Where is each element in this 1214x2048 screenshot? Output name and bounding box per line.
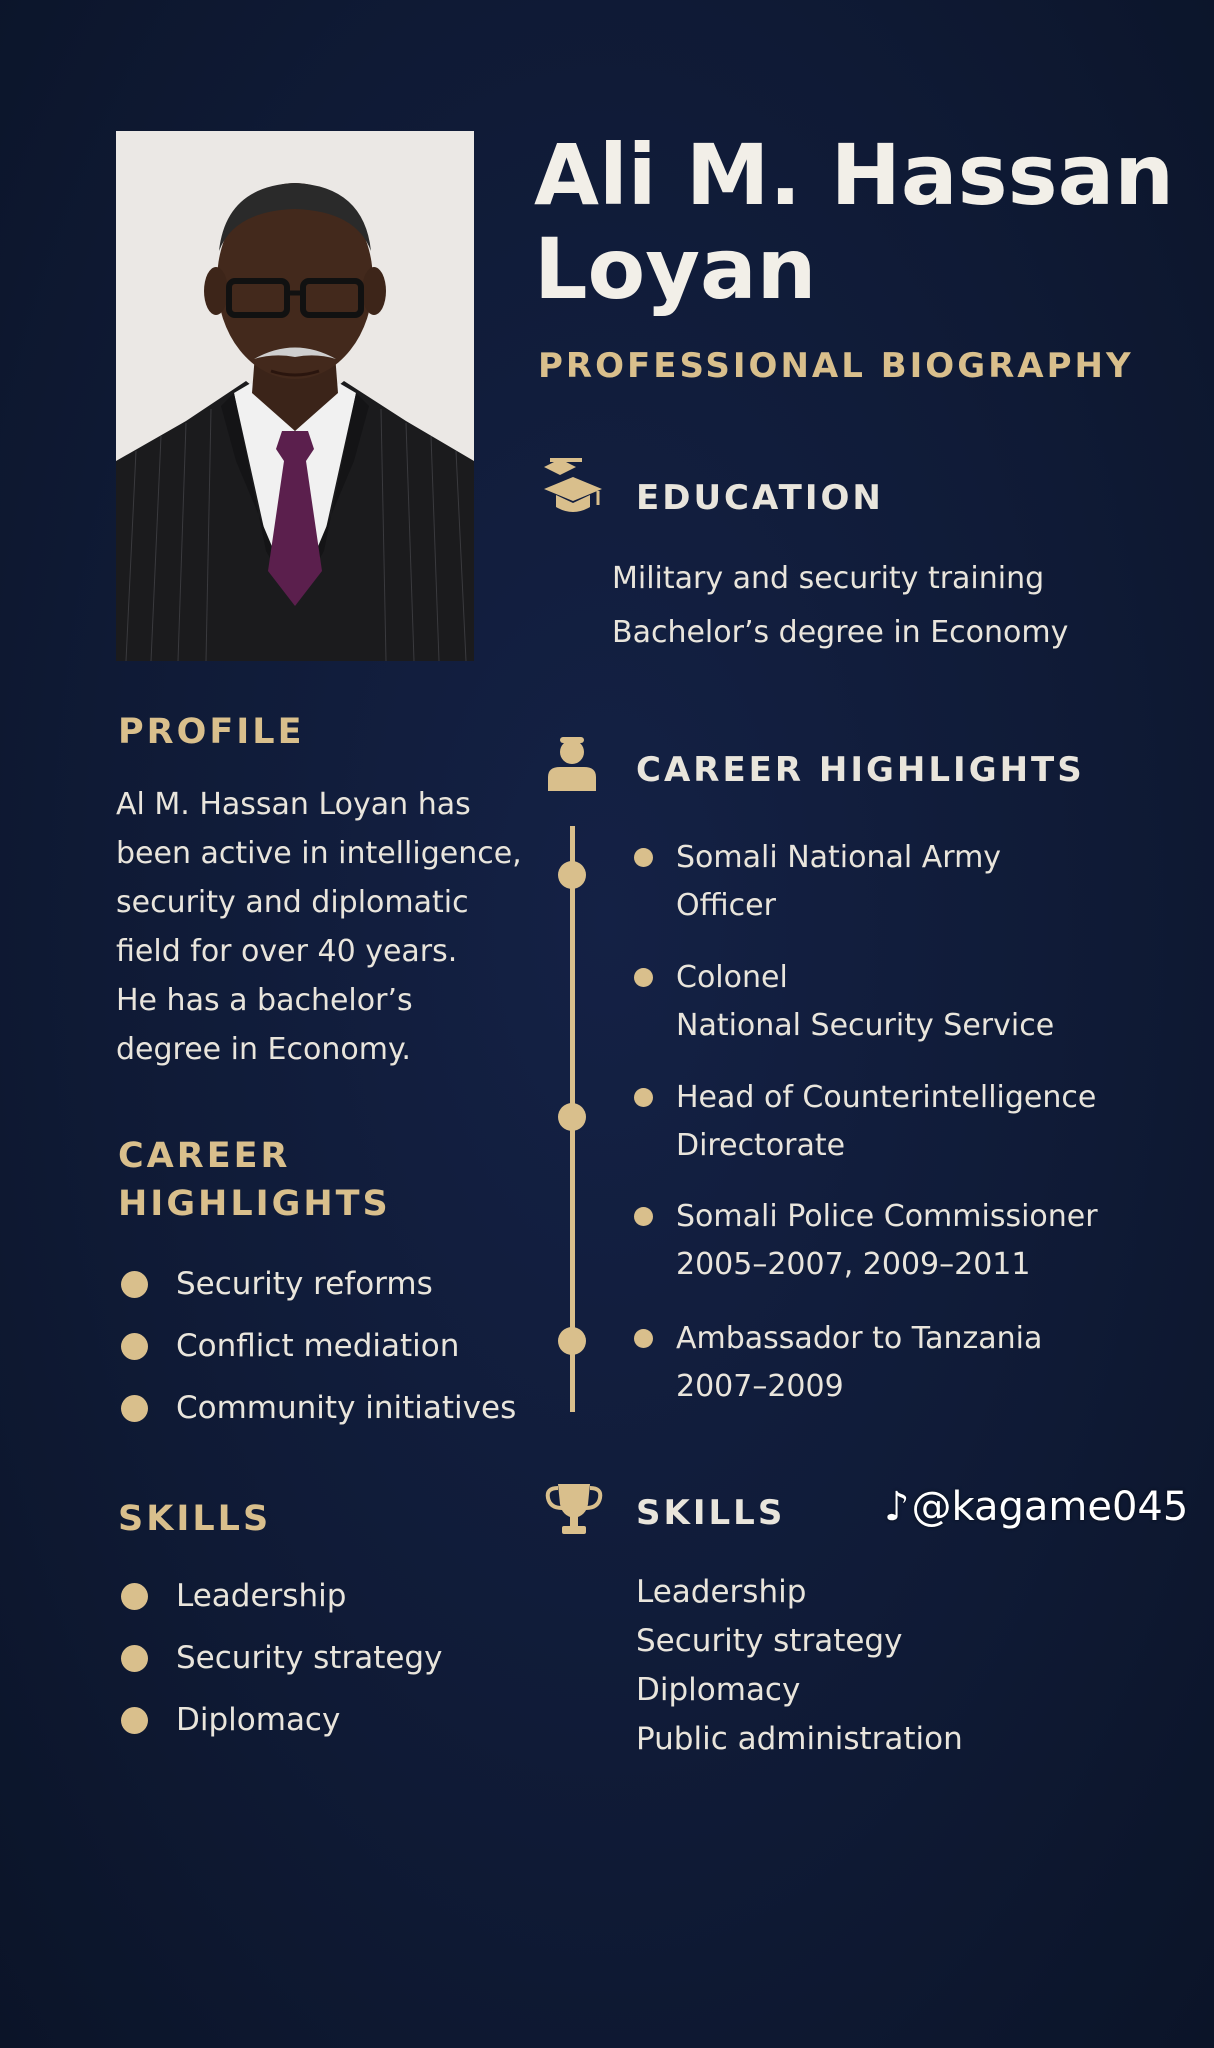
skill-item: Public administration bbox=[636, 1721, 963, 1757]
list-item-label: Community initiatives bbox=[176, 1390, 517, 1426]
watermark-handle: @kagame045 bbox=[911, 1484, 1189, 1530]
left-skills-list bbox=[116, 1565, 442, 1751]
watermark bbox=[884, 1484, 1188, 1530]
bullet-icon bbox=[121, 1395, 148, 1422]
person-name bbox=[534, 128, 1184, 316]
bullet-icon bbox=[121, 1645, 148, 1672]
profile-line: He has a bachelor’s bbox=[116, 983, 413, 1018]
list-item bbox=[116, 1253, 516, 1315]
graduation-cap-icon bbox=[540, 455, 606, 525]
skill-item: Diplomacy bbox=[636, 1672, 801, 1708]
list-item-label: Conflict mediation bbox=[176, 1328, 460, 1364]
career-item bbox=[676, 1193, 1116, 1289]
career-item bbox=[676, 954, 1116, 1050]
career-item-line-2: 2007–2009 bbox=[676, 1369, 844, 1404]
list-item-label: Security reforms bbox=[176, 1266, 433, 1302]
career-title: CAREER HIGHLIGHTS bbox=[636, 750, 1085, 790]
bullet-icon bbox=[634, 968, 653, 987]
bullet-icon bbox=[121, 1583, 148, 1610]
timeline-node bbox=[558, 1327, 586, 1355]
career-item-line-2: Officer bbox=[676, 888, 776, 923]
bullet-icon bbox=[121, 1707, 148, 1734]
career-item-line-2: National Security Service bbox=[676, 1008, 1055, 1043]
career-item bbox=[676, 834, 1116, 930]
career-item-line-1: Ambassador to Tanzania bbox=[676, 1321, 1043, 1356]
list-item-label: Leadership bbox=[176, 1578, 347, 1614]
tiktok-icon: ♪ bbox=[884, 1484, 910, 1530]
left-career-title-line-1: CAREER bbox=[118, 1136, 291, 1176]
page-subtitle: PROFESSIONAL BIOGRAPHY bbox=[538, 346, 1134, 386]
career-item-line-1: Colonel bbox=[676, 960, 788, 995]
education-title: EDUCATION bbox=[636, 478, 884, 518]
profile-line: security and diplomatic bbox=[116, 885, 469, 920]
career-item bbox=[676, 1074, 1116, 1170]
bullet-icon bbox=[121, 1271, 148, 1298]
profile-line: field for over 40 years. bbox=[116, 934, 458, 969]
list-item bbox=[116, 1315, 516, 1377]
profile-text bbox=[116, 780, 526, 1074]
list-item bbox=[116, 1689, 442, 1751]
left-skills-title: SKILLS bbox=[118, 1499, 272, 1539]
list-item bbox=[116, 1627, 442, 1689]
person-icon bbox=[544, 735, 600, 797]
skills-title: SKILLS bbox=[636, 1493, 786, 1533]
bullet-icon bbox=[634, 1207, 653, 1226]
profile-line: been active in intelligence, bbox=[116, 836, 522, 871]
bullet-icon bbox=[634, 848, 653, 867]
skills-list bbox=[636, 1568, 963, 1764]
name-line-2: Loyan bbox=[534, 220, 817, 318]
left-career-title bbox=[118, 1132, 391, 1228]
trophy-icon bbox=[544, 1480, 604, 1540]
bullet-icon bbox=[634, 1088, 653, 1107]
education-item: Military and security training bbox=[612, 561, 1045, 596]
career-item bbox=[676, 1315, 1116, 1411]
profile-line: Al M. Hassan Loyan has bbox=[116, 787, 471, 822]
list-item bbox=[116, 1377, 516, 1439]
left-career-list bbox=[116, 1253, 516, 1439]
timeline-node bbox=[558, 861, 586, 889]
timeline-node bbox=[558, 1103, 586, 1131]
bullet-icon bbox=[634, 1329, 653, 1348]
profile-title: PROFILE bbox=[118, 712, 305, 752]
career-item-line-1: Somali Police Commissioner bbox=[676, 1199, 1098, 1234]
skill-item: Security strategy bbox=[636, 1623, 903, 1659]
name-line-1: Ali M. Hassan bbox=[534, 126, 1175, 224]
skill-item: Leadership bbox=[636, 1574, 807, 1610]
portrait-photo bbox=[116, 131, 474, 661]
list-item-label: Security strategy bbox=[176, 1640, 443, 1676]
left-career-title-line-2: HIGHLIGHTS bbox=[118, 1184, 391, 1224]
career-item-line-2: 2005–2007, 2009–2011 bbox=[676, 1247, 1031, 1282]
career-item-line-1: Somali National Army bbox=[676, 840, 1002, 875]
list-item bbox=[116, 1565, 442, 1627]
bullet-icon bbox=[121, 1333, 148, 1360]
profile-line: degree in Economy. bbox=[116, 1032, 411, 1067]
education-item: Bachelor’s degree in Economy bbox=[612, 615, 1069, 650]
career-item-line-2: Directorate bbox=[676, 1128, 846, 1163]
list-item-label: Diplomacy bbox=[176, 1702, 341, 1738]
career-item-line-1: Head of Counterintelligence bbox=[676, 1080, 1097, 1115]
